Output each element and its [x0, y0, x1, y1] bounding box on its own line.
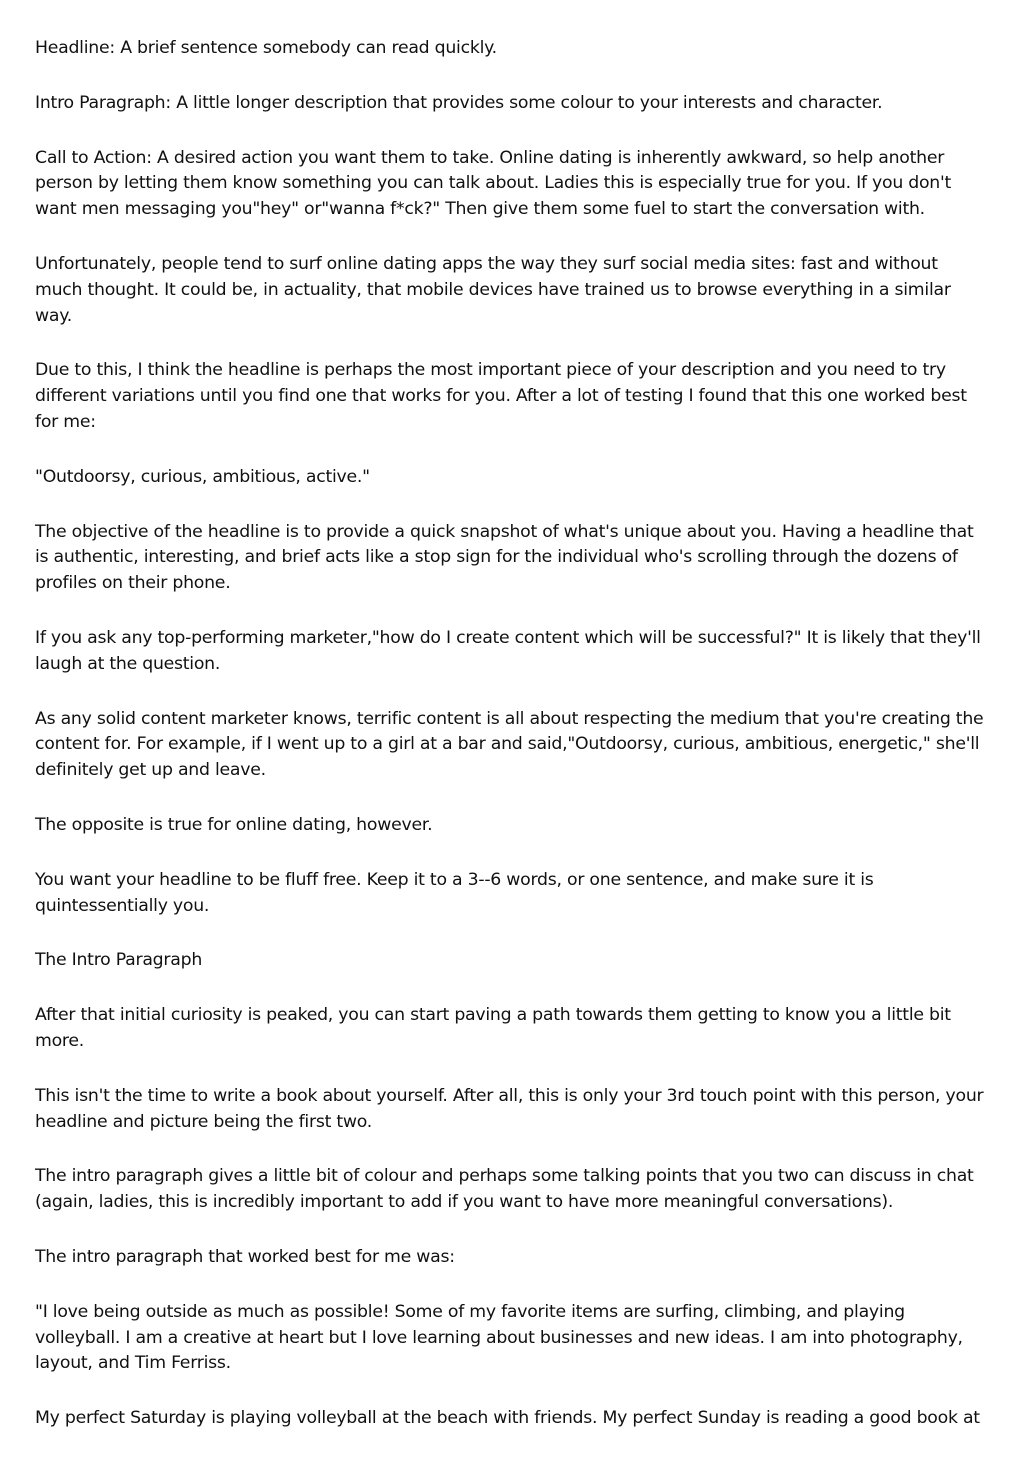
- paragraph-browsing-habits: Unfortunately, people tend to surf online dating apps the way they surf social media sites: fast and without much thought. It could be, in actuality, that mobile devices have trained us to browse everything in a similar way.: [35, 253, 951, 326]
- paragraph-marketer-question: If you ask any top-performing marketer,"how do I create content which will be successful?" It is likely that they'll laugh at the question.: [35, 627, 981, 674]
- paragraph-not-a-book: This isn't the time to write a book about yourself. After all, this is only your 3rd touch point with this person, your headline and picture being the first two.: [35, 1085, 984, 1132]
- paragraph-headline-objective: The objective of the headline is to provide a quick snapshot of what's unique about you. Having a headline that is authentic, interesting, and brief acts like a stop sign for the individual who's scrolling through the dozens of profiles on their phone.: [35, 521, 974, 594]
- paragraph-opposite-true: The opposite is true for online dating, however.: [35, 814, 433, 835]
- paragraph-headline-example: "Outdoorsy, curious, ambitious, active.": [35, 466, 370, 487]
- paragraph-intro-best: The intro paragraph that worked best for me was:: [35, 1246, 455, 1267]
- paragraph-content-medium: As any solid content marketer knows, terrific content is all about respecting the medium that you're creating the content for. For example, if I went up to a girl at a bar and said,"Outdoorsy, curious, ambitious, energetic," she'll definitely get up and leave.: [35, 708, 984, 781]
- paragraph-headline-importance: Due to this, I think the headline is perhaps the most important piece of your description and you need to try different variations until you find one that works for you. After a lot of testing I found that this one worked best for me:: [35, 360, 967, 432]
- document-body: [35, 36, 990, 1461]
- paragraph-intro-example: "I love being outside as much as possible! Some of my favorite items are surfing, climbing, and playing volleyball. I am a creative at heart but I love learning about businesses and new ideas. I am into photography, layout, and Tim Ferriss.: [35, 1301, 963, 1374]
- section-heading-intro-paragraph: The Intro Paragraph: [35, 950, 203, 971]
- paragraph-call-to-action-definition: Call to Action: A desired action you want them to take. Online dating is inherently awkward, so help another person by letting them know something you can talk about. Ladies this is especially true for you. If you don't want men messaging you"hey" or"wanna f*ck?" Then give them some fuel to start the conversation with.: [35, 147, 952, 220]
- paragraph-headline-definition: Headline: A brief sentence somebody can read quickly.: [35, 38, 497, 58]
- paragraph-perfect-weekend: My perfect Saturday is playing volleyball at the beach with friends. My perfect Sunday is reading a good book at: [35, 1408, 980, 1429]
- paragraph-intro-colour: The intro paragraph gives a little bit of colour and perhaps some talking points that you two can discuss in chat (again, ladies, this is incredibly important to add if you want to have more meaningful conversations).: [35, 1166, 974, 1213]
- paragraph-fluff-free: You want your headline to be fluff free. Keep it to a 3--6 words, or one sentence, and make sure it is quintessentially you.: [35, 869, 874, 916]
- paragraph-intro-definition: Intro Paragraph: A little longer description that provides some colour to your interests and character.: [35, 92, 883, 113]
- paragraph-curiosity: After that initial curiosity is peaked, you can start paving a path towards them getting to know you a little bit more.: [35, 1005, 951, 1051]
